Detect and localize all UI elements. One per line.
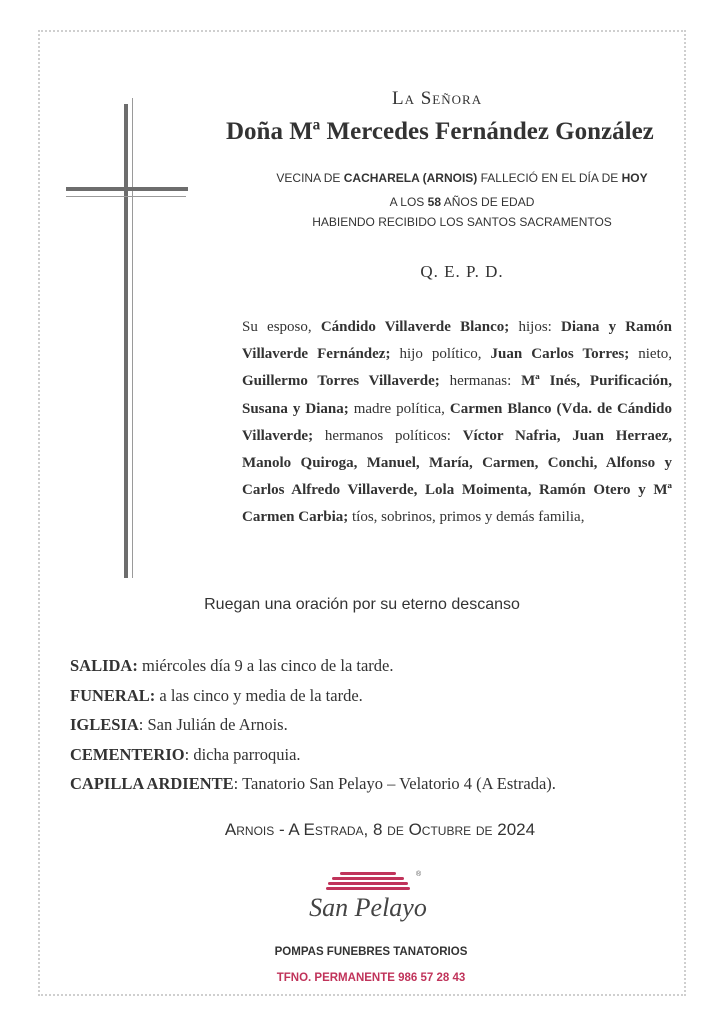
detail-value: : San Julián de Arnois. bbox=[138, 715, 288, 734]
deceased-name: Doña Mª Mercedes Fernández González bbox=[226, 118, 654, 145]
detail-value: a las cinco y media de la tarde. bbox=[155, 685, 363, 705]
info-text: A LOS bbox=[389, 195, 428, 209]
family-text: tíos, sobrinos, primos y demás familia, bbox=[348, 509, 585, 526]
info-text: FALLECIÓ EN EL DÍA DE bbox=[477, 171, 622, 185]
company-name: POMPAS FUNEBRES TANATORIOS bbox=[274, 946, 468, 958]
info-line-1 bbox=[232, 171, 692, 185]
title-honorific: La Señora bbox=[392, 88, 483, 109]
family-text: hijo político, bbox=[390, 346, 491, 363]
logo-text: San Pelayo bbox=[309, 893, 427, 922]
info-age: 58 bbox=[427, 195, 442, 209]
family-name: Mª Inés, Purificación, Susana y Diana; bbox=[242, 373, 672, 417]
cross-horizontal-line bbox=[66, 196, 186, 197]
san-pelayo-logo-icon bbox=[298, 866, 438, 928]
logo-stripes bbox=[326, 872, 410, 890]
family-text: nieto, bbox=[629, 346, 672, 363]
cross-vertical-bar bbox=[124, 104, 128, 578]
detail-label: CEMENTERIO bbox=[70, 744, 185, 764]
detail-value: : dicha parroquia. bbox=[184, 744, 301, 764]
family-name: Cándido Villaverde Blanco; bbox=[320, 319, 510, 335]
detail-label: SALIDA: bbox=[70, 656, 138, 675]
cross-horizontal-bar bbox=[66, 187, 188, 191]
info-day: HOY bbox=[621, 171, 648, 185]
detail-row-capilla bbox=[70, 774, 690, 804]
detail-label: CAPILLA ARDIENTE bbox=[70, 774, 234, 793]
family-text: hijos: bbox=[509, 319, 562, 335]
info-line-3: HABIENDO RECIBIDO LOS SANTOS SACRAMENTOS bbox=[312, 215, 612, 229]
family-name: Carmen Blanco (Vda. de Cándido Villaverde; bbox=[242, 400, 672, 444]
cross-vertical-line bbox=[132, 98, 133, 578]
detail-label: FUNERAL: bbox=[70, 685, 156, 705]
family-name: Víctor Nafria, Juan Herraez, Manolo Quiroga, Manuel, María, Carmen, Conchi, Alfonso y Carlos Alfredo Villaverde, Lola Moimenta, Ramón Otero y Mª Carmen Carbia; bbox=[242, 427, 672, 526]
info-text: AÑOS DE EDAD bbox=[441, 195, 535, 209]
qepd: Q. E. P. D. bbox=[420, 262, 504, 281]
prayer-line: Ruegan una oración por su eterno descanso bbox=[204, 596, 520, 613]
family-text: Su esposo, bbox=[242, 319, 321, 335]
info-place: CACHARELA (ARNOIS) bbox=[343, 171, 478, 185]
family-paragraph bbox=[242, 314, 672, 532]
family-name: Diana y Ramón Villaverde Fernández; bbox=[242, 319, 672, 363]
info-line-2 bbox=[232, 195, 692, 209]
family-text: hermanas: bbox=[439, 373, 522, 390]
detail-value: : Tanatorio San Pelayo – Velatorio 4 (A Estrada). bbox=[233, 774, 556, 793]
family-text: madre política, bbox=[348, 400, 450, 417]
family-name: Juan Carlos Torres; bbox=[490, 346, 630, 363]
detail-row-iglesia bbox=[70, 715, 690, 745]
phone-number: TFNO. PERMANENTE 986 57 28 43 bbox=[276, 972, 466, 984]
place-date: Arnois - A Estrada, 8 de Octubre de 2024 bbox=[224, 820, 536, 839]
family-name: Guillermo Torres Villaverde; bbox=[242, 373, 440, 390]
family-text: hermanos políticos: bbox=[313, 427, 463, 444]
detail-label: IGLESIA bbox=[70, 715, 139, 734]
service-details bbox=[70, 656, 690, 804]
logo-registered: ® bbox=[416, 871, 422, 878]
detail-row-cementerio bbox=[70, 745, 690, 775]
detail-value: miércoles día 9 a las cinco de la tarde. bbox=[137, 656, 394, 675]
detail-row-funeral bbox=[70, 686, 690, 716]
info-text: VECINA DE bbox=[276, 171, 344, 185]
detail-row-salida bbox=[70, 656, 690, 686]
